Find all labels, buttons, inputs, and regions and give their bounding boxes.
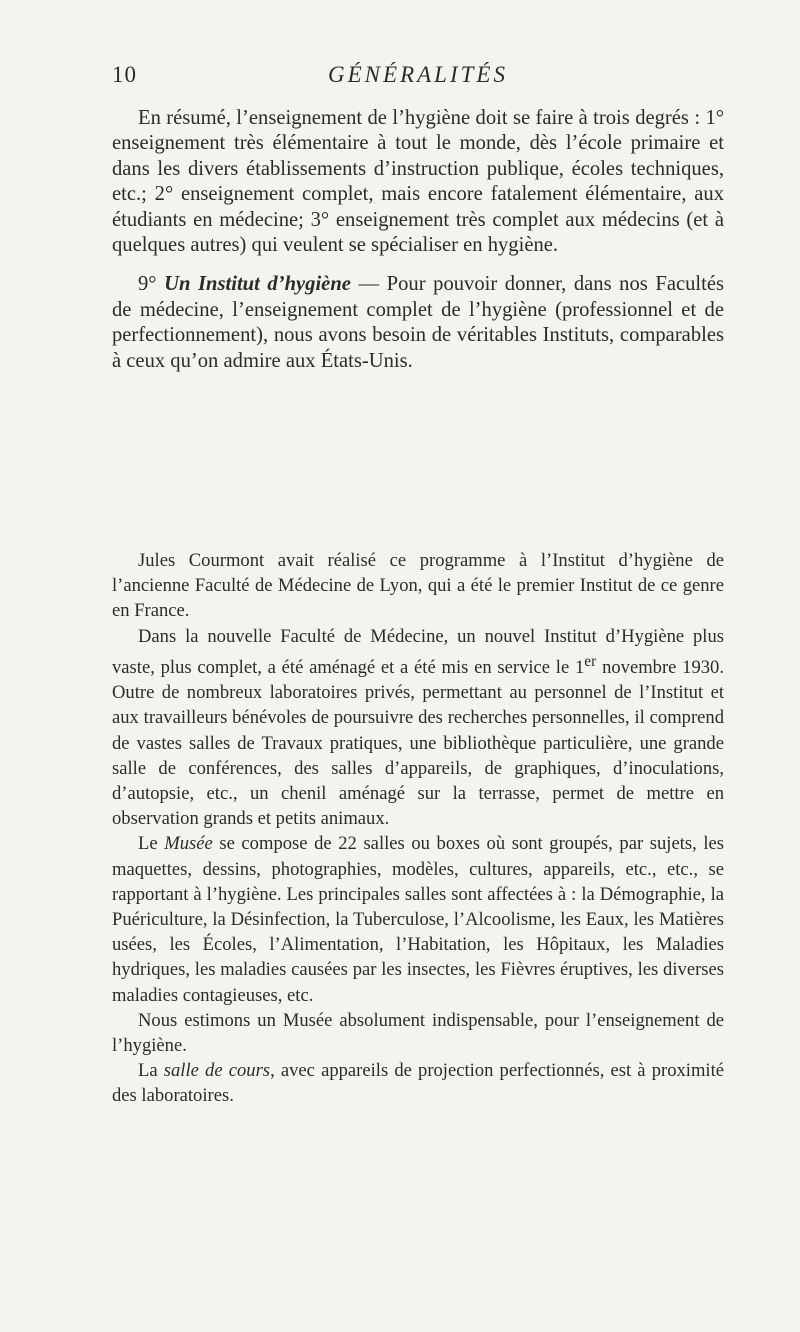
lead-article: La [138, 1060, 164, 1082]
paragraph-courmont: Jules Courmont avait réalisé ce programme à l’Institut d’hygiène de l’ancienne Faculté de Médecine de Lyon, qui a été le premier Institut de ce genre en France. [112, 550, 724, 622]
section-text: Pour pouvoir donner, dans nos Facultés de médecine, l’enseignement complet de l’hygiène (professionnel et de perfectionnement), nous avons besoin de véritables Instituts, comparables à ceux qu’on admire aux États-Unis. [112, 273, 724, 372]
section-number: 9° [138, 273, 157, 296]
page-header [112, 62, 724, 92]
section-heading: Un Institut d’hygiène [164, 273, 351, 296]
paragraph-institut [112, 272, 724, 374]
italic-term-musee: Musée [164, 833, 213, 855]
paragraph-musee [112, 831, 724, 1007]
paragraph-salle-de-cours [112, 1058, 724, 1108]
lead-article: Le [138, 833, 165, 855]
paragraph-summary: En résumé, l’enseignement de l’hygiène doit se faire à trois degrés : 1° enseignement très élémentaire à tout le monde, dès l’école primaire et dans les divers établissements d’instruction publique, écoles techniques, etc.; 2° enseignement complet, mais encore fatalement élémentaire, aux étudiants en médecine; 3° enseignement très complet aux médecins (et à quelques autres) qui veulent se spécialiser en hygiène. [112, 107, 724, 257]
paragraph-nouvelle-faculte [112, 624, 724, 832]
running-title: GÉNÉRALITÉS [328, 62, 508, 87]
text-after-superscript: novembre 1930. Outre de nombreux laboratoires privés, permettant au personnel de l’Institut et aux travailleurs bénévoles de poursuivre des recherches personnelles, il comprend de vastes salles de Travaux pratiques, une bibliothèque particulière, une grande salle de conférences, des salles d’appareils, de graphiques, d’inoculations, d’autopsie, etc., un chenil aménagé sur la terrasse, permet de mettre en observation grands et petits animaux. [112, 657, 724, 830]
detail-text [112, 548, 724, 1109]
musee-text: se compose de 22 salles ou boxes où sont groupés, par sujets, les maquettes, dessins, photographies, modèles, cultures, appareils, etc., etc., se rapportant à l’hygiène. Les principales salles sont affectées à : la Démographie, la Puériculture, la Désinfection, la Tuberculose, l’Alcoolisme, les Eaux, les Matières usées, les Écoles, l’Alimentation, l’Habitation, les Hôpitaux, les Maladies hydriques, les maladies causées par les insectes, les Fièvres éruptives, les diverses maladies contagieuses, etc. [112, 833, 724, 1006]
main-text [112, 106, 724, 374]
paragraph-musee-indispensable: Nous estimons un Musée absolument indispensable, pour l’enseignement de l’hygiène. [112, 1009, 724, 1057]
italic-term-salle-de-cours: salle de cours [163, 1060, 271, 1082]
ordinal-superscript: er [584, 652, 597, 670]
text-before-superscript: Dans la nouvelle Faculté de Médecine, un nouvel Institut d’Hygiène plus vaste, plus complet, a été aménagé et a été mis en service le 1 [112, 625, 724, 678]
page-number: 10 [112, 62, 137, 87]
salle-text: , avec appareils de projection perfectionnés, est à proximité des laboratoires. [112, 1060, 724, 1107]
heading-dash: — [350, 273, 387, 296]
